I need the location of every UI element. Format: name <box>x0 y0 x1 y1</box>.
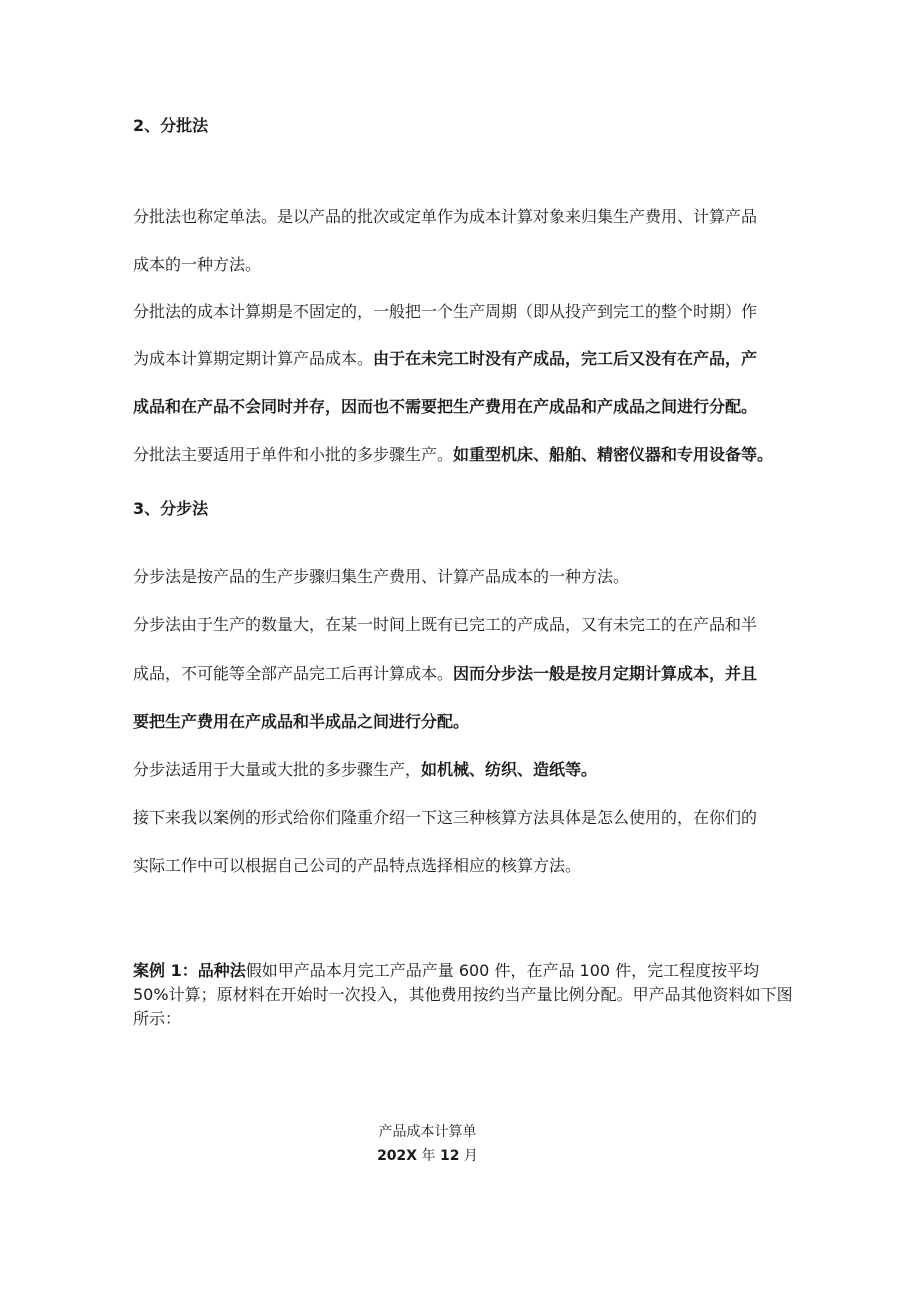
table-date-year: 202X <box>377 1148 418 1164</box>
table-title: 产品成本计算单 <box>378 1124 477 1140</box>
section-3-paragraph-2-text: 成品，不可能等全部产品完工后再计算成本。 <box>133 664 454 683</box>
section-2-paragraph-1-line-2: 成本的一种方法。 <box>133 255 262 274</box>
section-2-paragraph-3 <box>133 445 773 465</box>
table-date-year-unit: 年 <box>417 1148 440 1164</box>
case-1-paragraph <box>133 959 793 1031</box>
section-3-paragraph-2-line-1: 分步法由于生产的数量大，在某一时间上既有已完工的产成品，又有未完工的在产品和半 <box>133 615 758 634</box>
table-date-month: 12 <box>440 1148 460 1164</box>
section-3-paragraph-3 <box>133 760 597 780</box>
section-2-paragraph-2-line-3: 成品和在产品不会同时并存，因而也不需要把生产费用在产成品和产成品之间进行分配。 <box>133 397 758 416</box>
section-2-paragraph-1-line-1: 分批法也称定单法。是以产品的批次或定单作为成本计算对象来归集生产费用、计算产品 <box>133 207 758 226</box>
case-1-method: 品种法 <box>197 961 246 980</box>
section-3-paragraph-3-emphasis: 如机械、纺织、造纸等。 <box>421 760 598 779</box>
table-date <box>0 1146 855 1166</box>
section-2-paragraph-2-emphasis: 由于在未完工时没有产成品，完工后又没有在产品，产 <box>373 349 758 368</box>
intro-line-2: 实际工作中可以根据自己公司的产品特点选择相应的核算方法。 <box>133 856 582 875</box>
section-3-paragraph-1: 分步法是按产品的生产步骤归集生产费用、计算产品成本的一种方法。 <box>133 567 630 586</box>
section-3-paragraph-2-line-2 <box>133 664 757 684</box>
section-2-paragraph-3-emphasis: 如重型机床、船舶、精密仪器和专用设备等。 <box>453 445 774 464</box>
section-2-paragraph-2-line-1: 分批法的成本计算期是不固定的，一般把一个生产周期（即从投产到完工的整个时期）作 <box>133 302 758 321</box>
section-3-paragraph-2-line-3: 要把生产费用在产成品和半成品之间进行分配。 <box>133 712 470 731</box>
section-2-paragraph-3-text: 分批法主要适用于单件和小批的多步骤生产。 <box>133 445 454 464</box>
table-date-month-unit: 月 <box>459 1148 478 1164</box>
section-2-heading: 2、分批法 <box>133 116 209 135</box>
intro-line-1: 接下来我以案例的形式给你们隆重介绍一下这三种核算方法具体是怎么使用的，在你们的 <box>133 808 758 827</box>
section-2-paragraph-2-line-2 <box>133 349 757 369</box>
section-2-paragraph-2-text: 为成本计算期定期计算产品成本。 <box>133 349 374 368</box>
case-1-text: 假如甲产品本月完工产品产量 600 件，在产品 100 件，完工程度按平均 50%计算；原材料在开始时一次投入，其他费用按约当产量比例分配。甲产品其他资料如下图所示： <box>133 961 793 1028</box>
case-1-label: 案例 1： <box>133 961 198 980</box>
section-3-heading: 3、分步法 <box>133 499 209 518</box>
section-3-paragraph-3-text: 分步法适用于大量或大批的多步骤生产， <box>133 760 422 779</box>
section-3-paragraph-2-emphasis: 因而分步法一般是按月定期计算成本，并且 <box>453 664 758 683</box>
